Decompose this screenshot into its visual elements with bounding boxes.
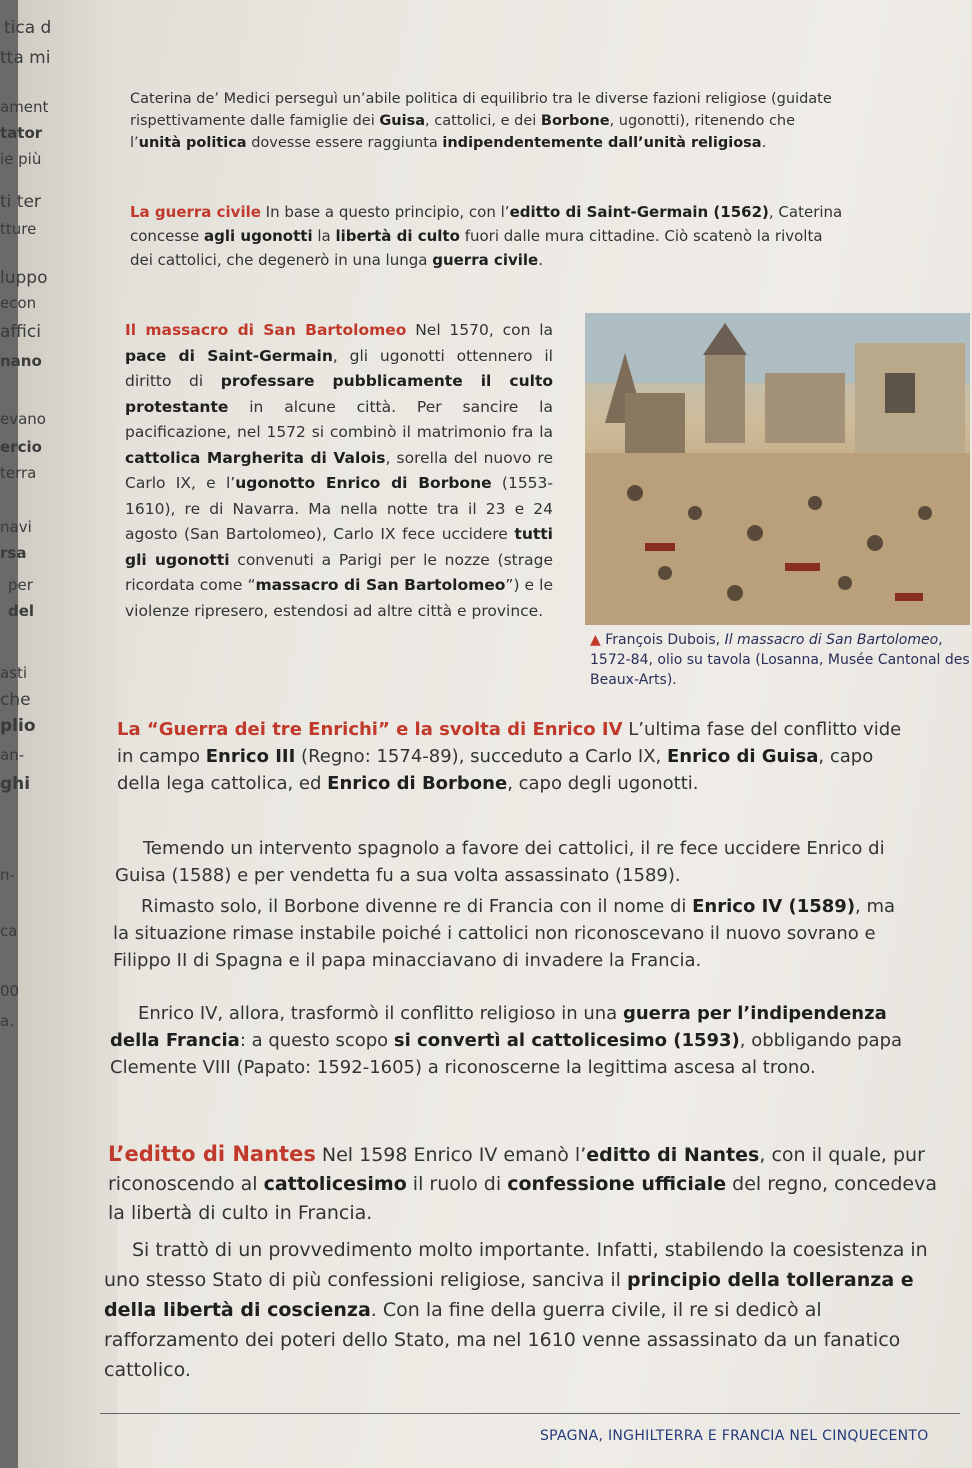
margin-fragment: asti [0, 664, 28, 682]
section-heading: La “Guerra dei tre Enrichi” e la svolta di Enrico IV [117, 719, 623, 740]
margin-fragment: luppo [0, 268, 48, 288]
text-bold: tutti gli ugonotti [125, 525, 553, 569]
text-run: , obbligando papa Clemente VIII (Papato: 1592-1605) a riconoscerne la legittima ascesa al trono. [110, 1030, 903, 1078]
nantes-paragraph [108, 1140, 943, 1228]
caption-marker: ▲ [590, 632, 601, 648]
text-bold: libertà di culto [335, 227, 460, 245]
text-run: . Con la fine della guerra civile, il re si dedicò al rafforzamento dei poteri dello Stato, ma nel 1610 venne assassinato da un fanatico cattolico. [104, 1299, 901, 1381]
text-bold: Enrico di Borbone [327, 773, 508, 794]
margin-fragment: 00 [0, 982, 20, 1000]
text-bold: editto di Saint-Germain (1562) [509, 203, 769, 221]
margin-fragment: ercio [0, 438, 42, 456]
margin-fragment: affici [0, 322, 41, 342]
text-bold: unità politica [138, 135, 247, 151]
margin-fragment: ti ter [0, 192, 41, 212]
tre-enrichi-paragraph [117, 716, 902, 797]
margin-fragment: evano [0, 410, 46, 428]
running-footer: SPAGNA, INGHILTERRA E FRANCIA NEL CINQUECENTO [540, 1428, 929, 1444]
painting-massacre-saint-bartholomew [585, 313, 970, 625]
margin-fragment: tture [0, 220, 37, 238]
intro-paragraph [130, 88, 835, 154]
tolleranza-paragraph [104, 1235, 954, 1385]
text-run: il ruolo di [406, 1173, 508, 1195]
text-run: dovesse essere raggiunta [246, 135, 443, 151]
margin-fragment: a. [0, 1012, 14, 1030]
caption-author: François Dubois, [605, 632, 725, 648]
margin-fragment: plio [0, 716, 36, 736]
guerra-civile-paragraph [130, 200, 845, 272]
section-heading: Il massacro di San Bartolomeo [125, 321, 407, 339]
text-run: , cattolici, e dei [425, 113, 541, 129]
text-bold: principio della tolleranza e della libertà di coscienza [104, 1269, 914, 1321]
text-run: (1553-1610), re di Navarra. Ma nella notte tra il 23 e 24 agosto (San Bartolomeo), Carlo IX fece uccidere [125, 474, 553, 543]
text-bold: editto di Nantes [586, 1144, 760, 1166]
text-bold: massacro di San Bartolomeo [255, 576, 506, 594]
text-run: Caterina de’ Medici perseguì un’abile politica di equilibrio tra le diverse fazioni religiose (guidate rispettivamente dalle famiglie dei [130, 91, 832, 129]
text-bold: guerra per l’indipendenza della Francia [110, 1003, 887, 1051]
text-run: Nel 1570, con la [406, 321, 554, 339]
text-run: ”) e le violenze ripresero, estendosi ad altre città e province. [125, 576, 553, 620]
text-bold: professare pubblicamente il culto protestante [125, 372, 553, 416]
painting-image [585, 313, 970, 625]
text-bold: cattolicesimo [263, 1173, 407, 1195]
text-bold: pace di Saint-Germain [125, 346, 333, 365]
text-bold: Borbone [540, 113, 610, 129]
footer-divider [100, 1413, 960, 1414]
margin-fragment: tator [0, 124, 43, 142]
text-run: . [538, 251, 543, 269]
text-run: : a questo scopo [239, 1030, 394, 1051]
text-run: Si trattò di un provvedimento molto importante. Infatti, stabilendo la coesistenza in uno stesso Stato di più confessioni religiose, sanciva il [104, 1239, 928, 1291]
text-run: , capo degli ugonotti. [507, 773, 699, 794]
text-run: , ugonotti), ritenendo che l’ [130, 113, 796, 151]
margin-fragment: del [8, 602, 35, 620]
section-heading: La guerra civile [130, 203, 261, 221]
text-run: Temendo un intervento spagnolo a favore dei cattolici, il re fece uccidere Enrico di Guisa (1588) e per vendetta fu a sua volta assassinato (1589). [115, 838, 885, 886]
text-run: la [312, 227, 336, 245]
figure-caption [590, 630, 972, 690]
text-bold: ugonotto Enrico di Borbone [235, 474, 492, 492]
margin-fragment: ca [0, 922, 18, 940]
text-run: , sorella del nuovo re Carlo IX, e l’ [125, 448, 553, 492]
text-run: . [761, 135, 767, 151]
text-run: L’ultima fase del conflitto vide in campo [117, 719, 902, 767]
guisa-paragraph [115, 835, 905, 889]
text-run: del regno, concedeva la libertà di culto in Francia. [108, 1173, 937, 1224]
text-bold: si convertì al cattolicesimo (1593) [393, 1030, 740, 1051]
text-run: , ma la situazione rimase instabile poiché i cattolici non riconoscevano il nuovo sovrano e Filippo II di Spagna e il papa minacciavano di invadere la Francia. [113, 896, 896, 971]
text-bold: guerra civile [432, 251, 539, 269]
text-bold: cattolica Margherita di Valois [125, 448, 386, 467]
margin-fragment: ghi [0, 774, 31, 794]
text-run: In base a questo principio, con l’ [260, 203, 510, 221]
text-run: , gli ugonotti ottennero il diritto di [125, 346, 553, 390]
section-heading: L’editto di Nantes [108, 1142, 316, 1166]
text-run: Enrico IV, allora, trasformò il conflitto religioso in una [138, 1003, 623, 1024]
text-bold: confessione ufficiale [507, 1173, 727, 1195]
margin-fragment: an- [0, 746, 25, 764]
margin-fragment: ie più [0, 150, 42, 168]
margin-fragment: per [8, 576, 33, 594]
margin-fragment: ament [0, 98, 49, 116]
caption-title: Il massacro di San Bartolomeo [724, 632, 939, 648]
text-run: , capo della lega cattolica, ed [117, 746, 874, 794]
margin-fragment: che [0, 690, 31, 710]
text-run: convenuti a Parigi per le nozze (strage ricordata come “ [125, 550, 553, 594]
text-run: Nel 1598 Enrico IV emanò l’ [315, 1144, 587, 1166]
margin-fragment: nano [0, 352, 42, 370]
text-run: Rimasto solo, il Borbone divenne re di Francia con il nome di [141, 896, 693, 917]
massacro-paragraph [125, 318, 553, 624]
margin-fragment: navi [0, 518, 32, 536]
caption-details: , 1572-84, olio su tavola (Losanna, Musée Cantonal des Beaux-Arts). [590, 632, 970, 688]
text-run: , con il quale, pur riconoscendo al [108, 1144, 925, 1195]
text-bold: Guisa [379, 113, 425, 129]
margin-fragment: terra [0, 464, 37, 482]
text-bold: Enrico di Guisa [667, 746, 819, 767]
text-bold: Enrico IV (1589) [692, 896, 856, 917]
text-run: fuori dalle mura cittadine. Ciò scatenò la rivolta dei cattolici, che degenerò in una lunga [130, 227, 823, 269]
text-bold: indipendentemente dall’unità religiosa [442, 135, 762, 151]
enrico-iv-paragraph [113, 893, 913, 974]
margin-fragment: econ [0, 294, 37, 312]
margin-fragment: rsa [0, 544, 27, 562]
margin-fragment: n- [0, 866, 15, 884]
text-bold: agli ugonotti [204, 227, 313, 245]
text-run: , Caterina concesse [130, 203, 843, 245]
margin-fragment: tta mi [0, 48, 51, 68]
margin-fragment: tica d [4, 18, 52, 38]
text-bold: Enrico III [205, 746, 296, 767]
text-run: in alcune città. Per sancire la pacificazione, nel 1572 si combinò il matrimonio fra la [125, 397, 553, 441]
text-run: (Regno: 1574-89), succeduto a Carlo IX, [295, 746, 667, 767]
conversione-paragraph [110, 1000, 922, 1081]
